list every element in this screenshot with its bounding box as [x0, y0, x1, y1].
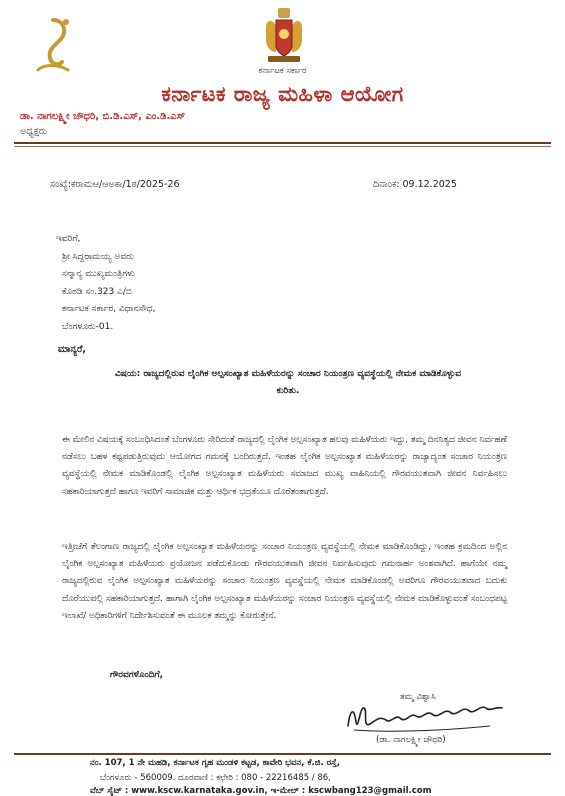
signatory-name: (ಡಾ. ನಾಗಲಕ್ಷ್ಮೀ ಚೌಧರಿ) — [376, 735, 446, 745]
addressee-block — [56, 231, 155, 336]
footer-rule — [14, 753, 551, 755]
commission-title: ಕರ್ನಾಟಕ ರಾಜ್ಯ ಮಹಿಳಾ ಆಯೋಗ — [161, 82, 404, 106]
header-rule-thin — [14, 146, 551, 147]
karnataka-emblem-icon — [258, 6, 310, 68]
signature-image — [340, 696, 510, 740]
addressee-line: ಸನ್ಮಾನ್ಯ ಮುಖ್ಯಮಂತ್ರಿಗಳು — [62, 269, 135, 279]
footer-phone: ಬೆಂಗಳೂರು - 560009. ದೂರವಾಣಿ : ಕಛೇರಿ : 080 - 22216485 / 86, — [100, 773, 331, 783]
addressee-line: ಶ್ರೀ ಸಿದ್ದರಾಮಯ್ಯ ಅವರು — [62, 251, 134, 262]
chairperson-name: ಡಾ. ನಾಗಲಕ್ಷ್ಮೀ ಚೌಧರಿ, ಬಿ.ಡಿ.ಎಸ್, ಎಂ.ಡಿ.ಎಸ್ — [20, 111, 186, 122]
addressee-to: ಇವರಿಗೆ, — [56, 234, 81, 244]
chairperson-title: ಅಧ್ಯಕ್ಷರು — [20, 126, 47, 137]
subject-line: ವಿಷಯ: ರಾಜ್ಯದಲ್ಲಿರುವ ಲೈಂಗಿಕ ಅಲ್ಪಸಂಖ್ಯಾತ ಮಹಿಳೆಯರನ್ನು ಸಂಚಾರ ನಿಯಂತ್ರಣ ವ್ಯವಸ್ಥೆಯಲ್ಲಿ ನೇಮಕ ಮಾಡಿಕೊಳ್ಳುವ ಕುರಿತು. — [115, 369, 461, 396]
footer-web-email: ವೆಬ್ ಸೈಟ್ : www.kscw.karnataka.gov.in, ಇ-ಮೇಲ್ : kscwbang123@gmail.com — [90, 786, 432, 796]
salutation: ಮಾನ್ಯರೆ, — [58, 344, 86, 355]
closing: ಗೌರವಗಳೊಂದಿಗೆ, — [110, 670, 164, 680]
footer-address: ನಂ. 107, 1 ನೇ ಮಹಡಿ, ಕರ್ನಾಟಕ ಗೃಹ ಮಂಡಳಿ ಕಟ್ಟಡ, ಕಾವೇರಿ ಭವನ, ಕೆ.ಜಿ. ರಸ್ತೆ, — [90, 758, 340, 768]
letter-date: ದಿನಾಂಕ: 09.12.2025 — [373, 179, 457, 190]
body-paragraph-2: ಇತ್ತೀಚೆಗೆ ತೆಲಂಗಾಣ ರಾಜ್ಯದಲ್ಲಿ ಲೈಂಗಿಕ ಅಲ್ಪಸಂಖ್ಯಾತ ಮಹಿಳೆಯರನ್ನು ಸಂಚಾರ ನಿಯಂತ್ರಣ ವ್ಯವಸ್ಥೆಯಲ್ಲಿ ನೇಮಕ ಮಾಡಿಕೊಂಡಿದ್ದು, ಇಂತಹ ಕ್ರಮದಿಂದ ಅಲ್ಲಿನ ಲೈಂಗಿಕ ಅಲ್ಪಸಂಖ್ಯಾತ ಮಹಿಳೆಯರು ಪ್ರಯೋಜನ ಪಡೆದುಕೊಂಡು ಗೌರವಯುತವಾಗಿ ಜೀವನ ನಿರ್ವಹಿಸುವುದು ಗಮನಾರ್ಹ ಅಂಶವಾಗಿದೆ. ಹಾಗೆಯೇ ನಮ್ಮ ರಾಜ್ಯದಲ್ಲಿರುವ ಲೈಂಗಿಕ ಅಲ್ಪಸಂಖ್ಯಾತ ಮಹಿಳೆಯರನ್ನು ಸಂಚಾರ ನಿಯಂತ್ರಣ ವ್ಯವಸ್ಥೆಯಲ್ಲಿ ನೇಮಕ ಮಾಡಿಕೊಂಡಲ್ಲಿ ಅವರಿಗೂ ಗೌರವಯುತವಾದ ಬದುಕು ದೊರೆಯುವಲ್ಲಿ ಸಹಕಾರಿಯಾಗುತ್ತದೆ. ಹಾಗಾಗಿ ಲೈಂಗಿಕ ಅಲ್ಪಸಂಖ್ಯಾತ ಮಹಿಳೆಯರನ್ನು ಸಂಚಾರ ನಿಯಂತ್ರಣ ವ್ಯವಸ್ಥೆಯಲ್ಲಿ ನೇಮಕ ಮಾಡಿಕೊಳ್ಳುವಂತೆ ಸಂಬಂಧಪಟ್ಟ ಇಲಾಖೆ/ ಅಧಿಕಾರಿಗಳಿಗೆ ನಿರ್ದೇಶಿಸುವಂತೆ ಈ ಮೂಲಕ ತಮ್ಮನ್ನು ಕೋರುತ್ತೇನೆ. — [62, 542, 507, 621]
body-paragraph-1: ಈ ಮೇಲಿನ ವಿಷಯಕ್ಕೆ ಸಂಬಂಧಿಸಿದಂತೆ ಬೆಂಗಳೂರು ಸೇರಿದಂತೆ ರಾಜ್ಯದಲ್ಲಿ ಲೈಂಗಿಕ ಅಲ್ಪಸಂಖ್ಯಾತ ಹಲವು ಮಹಿಳೆಯರು ಇದ್ದು, ತಮ್ಮ ದಿನನಿತ್ಯದ ಜೀವನ ನಿರ್ವಹಣೆ ನಡೆಸಲು ಬಹಳ ಕಷ್ಟಪಡುತ್ತಿರುವುದು ಆಯೋಗದ ಗಮನಕ್ಕೆ ಬಂದಿರುತ್ತದೆ. ಇಂತಹ ಲೈಂಗಿಕ ಅಲ್ಪಸಂಖ್ಯಾತ ಮಹಿಳೆಯರನ್ನು ರಾಜ್ಯಾದ್ಯಂತ ಸಂಚಾರ ನಿಯಂತ್ರಣ ವ್ಯವಸ್ಥೆಯಲ್ಲಿ ನೇಮಕ ಮಾಡಿಕೊಂಡಲ್ಲಿ ಲೈಂಗಿಕ ಅಲ್ಪಸಂಖ್ಯಾತ ಮಹಿಳೆಯರು ಸಮಾಜದ ಮುಖ್ಯ ವಾಹಿನಿಯಲ್ಲಿ ಗೌರವಯುತವಾಗಿ ಜೀವನ ನಿರ್ವಹಿಸಲು ಸಹಕಾರಿಯಾಗುತ್ತದೆ ಹಾಗೂ ಇವರಿಗೆ ಸಾಮಾಜಿಕ ಮತ್ತು ಆರ್ಥಿಕ ಭದ್ರತೆಯೂ ದೊರೆತಂತಾಗುತ್ತದೆ. — [62, 435, 507, 497]
reference-number: ಸಂಖ್ಯೆ:ಕರಾಮಆ/ಆಅಕಾ/1ಠ/2025-26 — [50, 179, 180, 190]
header-rule — [14, 142, 551, 144]
addressee-line: ಕರ್ನಾಟಕ ಸರ್ಕಾರ, ವಿಧಾನಸೌಧ, — [62, 304, 156, 314]
addressee-line: ಬೆಂಗಳೂರು-01. — [62, 321, 114, 332]
addressee-line: ಕೊಠಡಿ ಸಂ.323 ಎ/ಬಿ — [62, 286, 132, 297]
yours-faithfully: ತಮ್ಮ ವಿಶ್ವಾಸಿ — [400, 692, 436, 702]
government-line: ಕರ್ನಾಟಕ ಸರ್ಕಾರ — [258, 66, 307, 76]
